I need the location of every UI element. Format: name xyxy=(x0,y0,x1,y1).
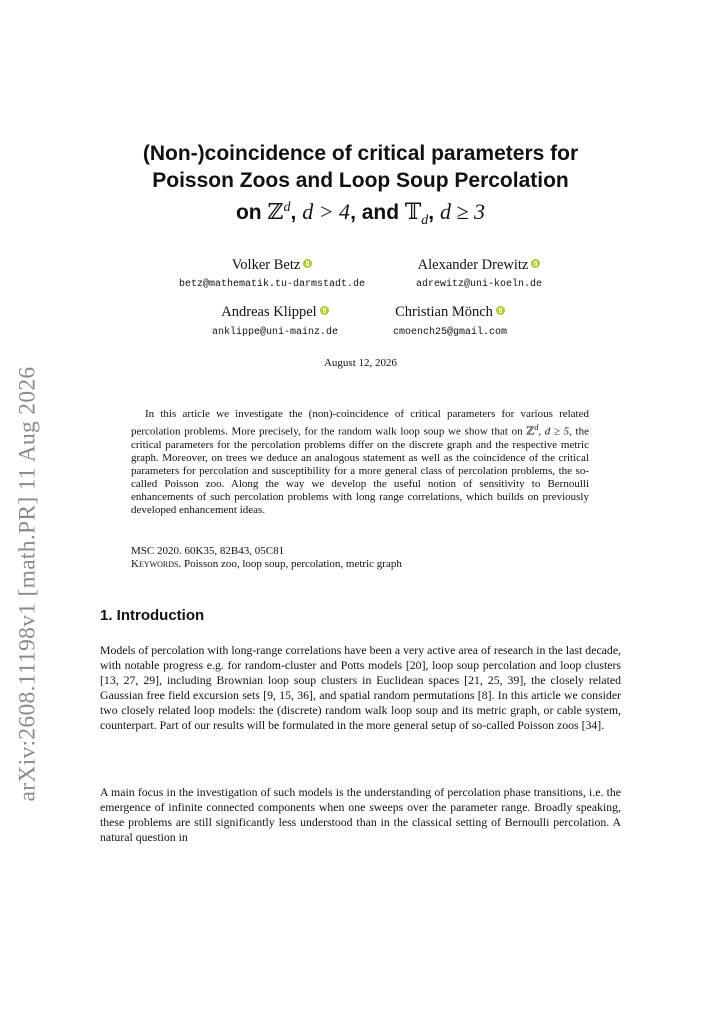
author-email[interactable]: anklippe@uni-mainz.de xyxy=(211,327,339,338)
paper-title xyxy=(100,140,621,234)
author-name-text: Andreas Klippel xyxy=(221,304,317,320)
author-name xyxy=(172,257,372,274)
author-name xyxy=(350,304,550,321)
author-email[interactable]: betz@mathematik.tu-darmstadt.de xyxy=(178,279,366,290)
title-td-sub: d xyxy=(421,213,429,229)
title-comma-2: , xyxy=(428,201,440,224)
title-line-1: (Non-)coincidence of critical parameters for xyxy=(142,142,579,165)
title-td: 𝕋 xyxy=(404,199,422,224)
author-name xyxy=(175,304,375,321)
date: August 12, 2026 xyxy=(323,357,398,369)
abstract-zd-exp: d xyxy=(534,423,539,432)
author-name-text: Alexander Drewitz xyxy=(417,257,529,273)
keywords xyxy=(131,558,402,570)
author-email[interactable]: cmoench25@gmail.com xyxy=(392,327,508,338)
author-name-text: Christian Mönch xyxy=(395,304,493,320)
msc-classification: MSC 2020. 60K35, 82B43, 05C81 xyxy=(131,545,285,557)
title-line-3 xyxy=(100,194,621,234)
author-name-text: Volker Betz xyxy=(231,257,301,273)
title-on: on xyxy=(235,201,268,224)
title-cond-2: d ≥ 3 xyxy=(439,199,486,224)
arxiv-identifier: arXiv:2608.11198v1 [math.PR] 11 Aug 2026 xyxy=(14,366,41,802)
author-email[interactable]: adrewitz@uni-koeln.de xyxy=(415,279,543,290)
title-comma-1: , xyxy=(290,201,303,224)
keywords-list: Poisson zoo, loop soup, percolation, metric graph xyxy=(181,558,402,570)
orcid-icon[interactable] xyxy=(303,259,312,268)
orcid-icon[interactable] xyxy=(496,306,505,315)
author-name xyxy=(379,257,579,274)
paragraph: A main focus in the investigation of such models is the understanding of percolation phase transitions, i.e. the emergence of infinite connected components when one sweeps over the parameter range. Broadly speaking, these problems are still significantly less understood than in the classical setting of Bernoulli percolation. A natural question in xyxy=(100,785,621,844)
abstract-cond: , d ≥ 5 xyxy=(538,425,570,438)
abstract-text-2: , the critical parameters for the percolation problems differ on the discrete graph and the respective metric graph. Moreover, on trees we deduce an analogous statement as well as the coincidence of the critical parameters for percolation and susceptibility for a more general class of percolation problems, the so-called Poisson zoo. Along the way we develop the useful notion of sensitivity to Bernoulli enhancements of such percolation problems with long range correlations, which builds on previously developed enhancement ideas. xyxy=(131,425,589,516)
title-zd: ℤ xyxy=(267,199,284,224)
title-line-2: Poisson Zoos and Loop Soup Percolation xyxy=(152,169,569,192)
paragraph: Models of percolation with long-range correlations have been a very active area of research in the last decade, with notable progress e.g. for random-cluster and Potts models [20], loop soup percolation and loop clusters [13, 27, 29], including Brownian loop soup clusters in Euclidean spaces [21, 25, 39], the closely related Gaussian free field excursion sets [9, 15, 36], and spatial random permutations [8]. In this article we consider two closely related loop models: the (discrete) random walk loop soup and its metric graph, or cable system, counterpart. Part of our results will be formulated in the more general setup of so-called Poisson zoos [34]. xyxy=(100,643,621,732)
abstract xyxy=(131,408,589,517)
title-and: , and xyxy=(350,201,405,224)
title-cond-1: d > 4 xyxy=(302,199,351,224)
section-heading: 1. Introduction xyxy=(100,607,205,624)
abstract-zd: ℤ xyxy=(526,425,535,438)
keywords-label: Keywords. xyxy=(131,558,182,570)
abstract-text-1: In this article we investigate the (non)-coincidence of critical parameters for various related percolation problems. More precisely, for the random walk loop soup we show that on xyxy=(131,408,589,438)
title-zd-exp: d xyxy=(283,200,291,215)
orcid-icon[interactable] xyxy=(320,306,329,315)
orcid-icon[interactable] xyxy=(531,259,540,268)
